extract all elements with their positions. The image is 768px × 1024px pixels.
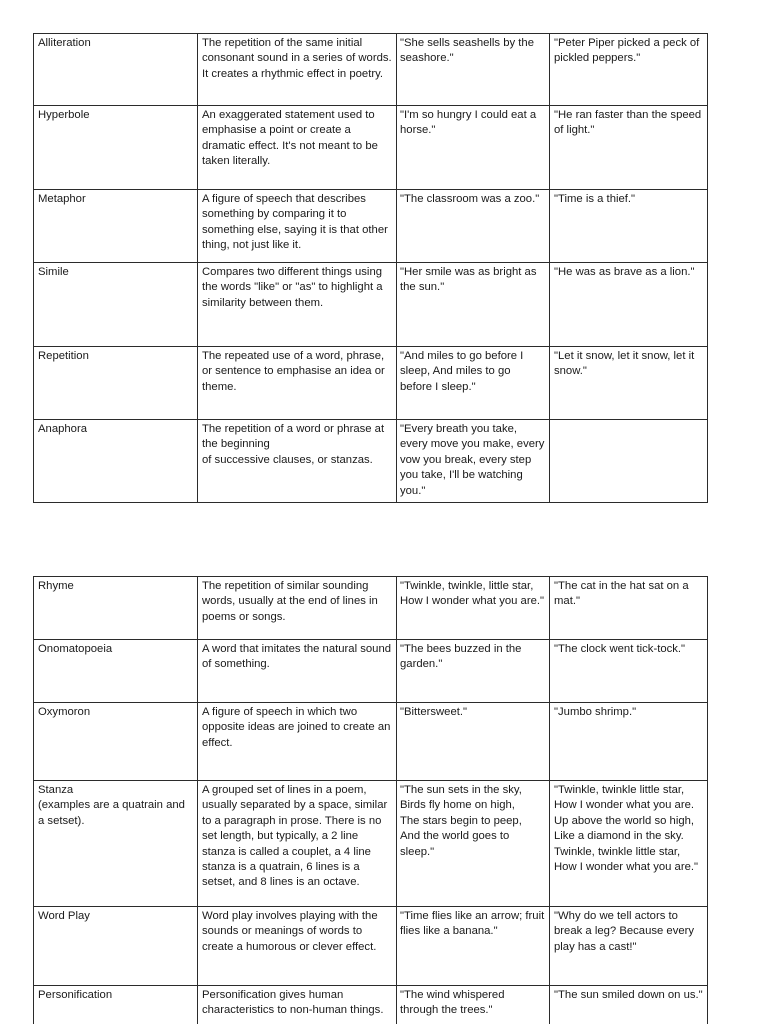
table-row — [34, 190, 708, 263]
literary-devices-table-2 — [33, 576, 708, 1024]
term-cell: Metaphor — [34, 190, 198, 263]
table-row — [34, 263, 708, 347]
term-cell: Onomatopoeia — [34, 640, 198, 703]
example-2-cell: "Why do we tell actors to break a leg? Because every play has a cast!" — [550, 907, 708, 986]
table-row — [34, 703, 708, 781]
definition-cell: Personification gives human characteristics to non-human things. — [198, 986, 397, 1024]
example-2-cell: "Let it snow, let it snow, let it snow." — [550, 347, 708, 420]
example-1-cell: "Twinkle, twinkle, little star, How I wonder what you are." — [397, 577, 550, 640]
table-row — [34, 640, 708, 703]
definition-cell: Compares two different things using the words "like" or "as" to highlight a similarity between them. — [198, 263, 397, 347]
definition-cell: Word play involves playing with the sounds or meanings of words to create a humorous or clever effect. — [198, 907, 397, 986]
example-1-cell: "The bees buzzed in the garden." — [397, 640, 550, 703]
example-2-cell — [550, 420, 708, 503]
term-cell: Stanza (examples are a quatrain and a setset). — [34, 781, 198, 907]
term-cell: Anaphora — [34, 420, 198, 503]
definition-cell: A word that imitates the natural sound of something. — [198, 640, 397, 703]
example-2-cell: "The sun smiled down on us." — [550, 986, 708, 1024]
definition-cell: An exaggerated statement used to emphasise a point or create a dramatic effect. It's not meant to be taken literally. — [198, 106, 397, 190]
example-1-cell: "Bittersweet." — [397, 703, 550, 781]
term-cell: Repetition — [34, 347, 198, 420]
example-2-cell: "Time is a thief." — [550, 190, 708, 263]
example-2-cell: "Jumbo shrimp." — [550, 703, 708, 781]
table-row — [34, 34, 708, 106]
table-row — [34, 986, 708, 1024]
definition-cell: The repetition of a word or phrase at the beginning of successive clauses, or stanzas. — [198, 420, 397, 503]
table-row — [34, 781, 708, 907]
example-1-cell: "I'm so hungry I could eat a horse." — [397, 106, 550, 190]
definition-cell: The repetition of the same initial consonant sound in a series of words. It creates a rhythmic effect in poetry. — [198, 34, 397, 106]
example-1-cell: "Her smile was as bright as the sun." — [397, 263, 550, 347]
term-cell: Rhyme — [34, 577, 198, 640]
example-2-cell: "He ran faster than the speed of light." — [550, 106, 708, 190]
table-row — [34, 577, 708, 640]
example-1-cell: "And miles to go before I sleep, And miles to go before I sleep." — [397, 347, 550, 420]
example-2-cell: "The clock went tick-tock." — [550, 640, 708, 703]
definition-cell: A figure of speech that describes something by comparing it to something else, saying it is that other thing, not just like it. — [198, 190, 397, 263]
literary-devices-table-1 — [33, 33, 708, 503]
table-row — [34, 907, 708, 986]
example-1-cell: "She sells seashells by the seashore." — [397, 34, 550, 106]
term-cell: Word Play — [34, 907, 198, 986]
definition-cell: The repetition of similar sounding words, usually at the end of lines in poems or songs. — [198, 577, 397, 640]
definition-cell: The repeated use of a word, phrase, or sentence to emphasise an idea or theme. — [198, 347, 397, 420]
term-cell: Personification — [34, 986, 198, 1024]
table-row — [34, 347, 708, 420]
table-row — [34, 420, 708, 503]
example-2-cell: "Peter Piper picked a peck of pickled peppers." — [550, 34, 708, 106]
example-1-cell: "The sun sets in the sky, Birds fly home on high, The stars begin to peep, And the world goes to sleep." — [397, 781, 550, 907]
term-cell: Simile — [34, 263, 198, 347]
example-1-cell: "The classroom was a zoo." — [397, 190, 550, 263]
example-2-cell: "The cat in the hat sat on a mat." — [550, 577, 708, 640]
term-cell: Oxymoron — [34, 703, 198, 781]
example-2-cell: "He was as brave as a lion." — [550, 263, 708, 347]
table-row — [34, 106, 708, 190]
example-1-cell: "The wind whispered through the trees." — [397, 986, 550, 1024]
example-1-cell: "Every breath you take, every move you make, every vow you break, every step you take, I'll be watching you." — [397, 420, 550, 503]
definition-cell: A grouped set of lines in a poem, usually separated by a space, similar to a paragraph in prose. There is no set length, but typically, a 2 line stanza is called a couplet, a 4 line stanza is a quatrain, 6 lines is a setset, and 8 lines is an octave. — [198, 781, 397, 907]
term-cell: Hyperbole — [34, 106, 198, 190]
term-cell: Alliteration — [34, 34, 198, 106]
definition-cell: A figure of speech in which two opposite ideas are joined to create an effect. — [198, 703, 397, 781]
example-2-cell: "Twinkle, twinkle little star, How I wonder what you are. Up above the world so high, Like a diamond in the sky. Twinkle, twinkle little star, How I wonder what you are." — [550, 781, 708, 907]
example-1-cell: "Time flies like an arrow; fruit flies like a banana." — [397, 907, 550, 986]
